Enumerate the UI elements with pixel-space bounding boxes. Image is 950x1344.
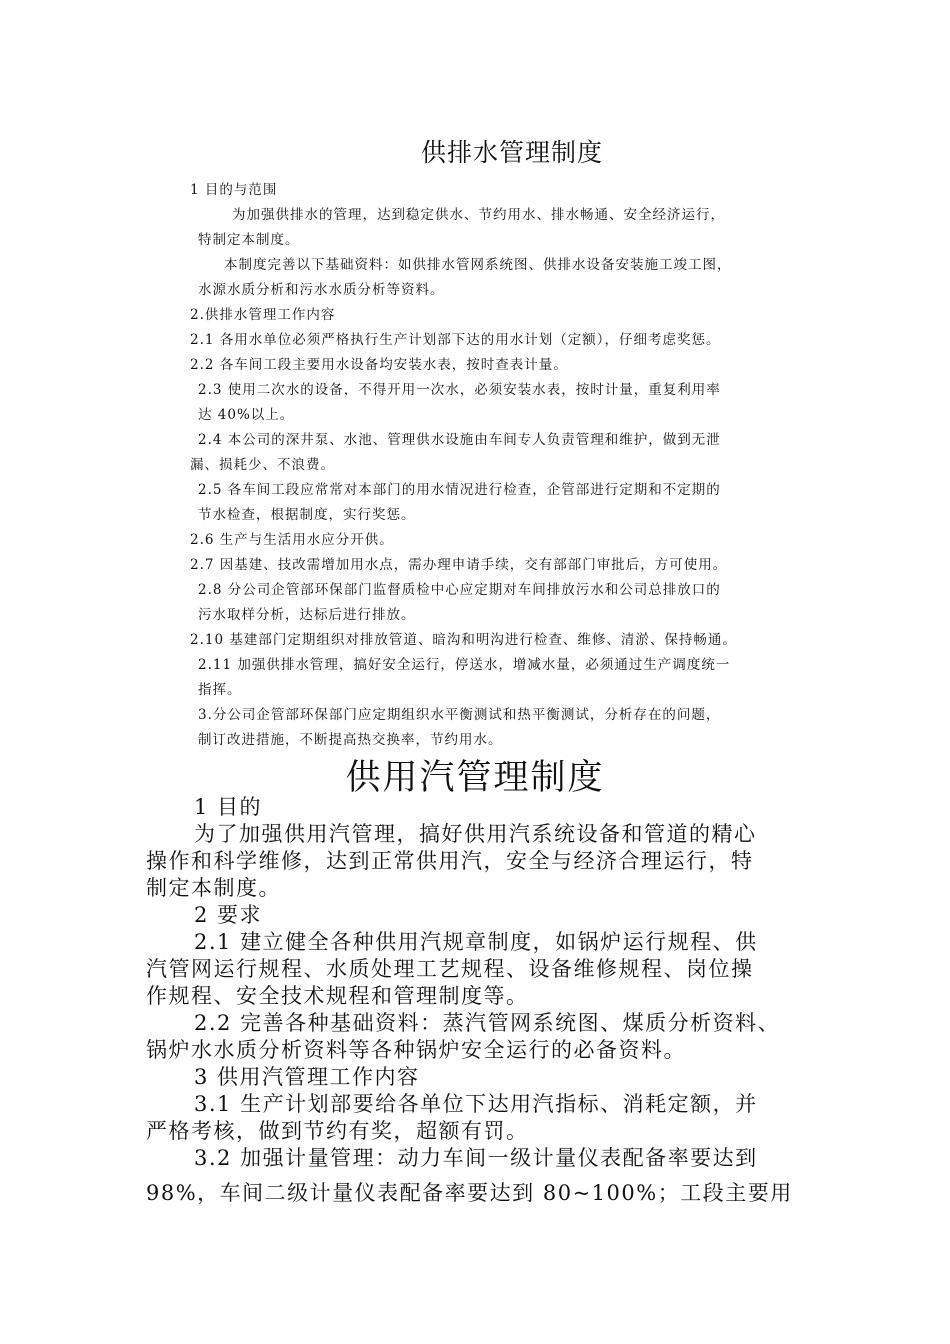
s1-line: 2.3 使用二次水的设备，不得开用一次水，必须安装水表，按时计量，重复利用率: [198, 382, 721, 398]
s1-line: 2.11 加强供排水管理，搞好安全运行，停送水，增减水量，必须通过生产调度统一: [198, 657, 731, 673]
s1-line: 本制度完善以下基础资料：如供排水管网系统图、供排水设备安装施工竣工图，: [224, 257, 732, 273]
s1-line: 污水取样分析，达标后进行排放。: [198, 607, 416, 623]
s2-line: 制定本制度。: [146, 876, 281, 900]
s2-line: 3 供用汽管理工作内容: [194, 1065, 420, 1089]
s1-line: 2.7 因基建、技改需增加用水点，需办理申请手续，交有部部门审批后，方可使用。: [190, 557, 728, 573]
s1-line: 2.2 各车间工段主要用水设备均安装水表，按时查表计量。: [190, 357, 568, 373]
s1-line: 2.供排水管理工作内容: [190, 307, 336, 323]
s1-line: 漏、损耗少、不浪费。: [190, 457, 335, 473]
section1-title: 供排水管理制度: [420, 138, 603, 167]
s2-line: 锅炉水水质分析资料等各种锅炉安全运行的必备资料。: [146, 1038, 686, 1062]
s1-line: 制订改进措施，不断提高热交换率，节约用水。: [198, 732, 503, 748]
s1-line: 2.1 各用水单位必须严格执行生产计划部下达的用水计划（定额），仔细考虑奖惩。: [190, 332, 721, 348]
section1-body: [190, 178, 830, 753]
s1-line: 水源水质分析和污水水质分析等资料。: [198, 282, 445, 298]
s2-line: 3.1 生产计划部要给各单位下达用汽指标、消耗定额，并: [194, 1092, 758, 1116]
s1-line: 2.6 生产与生活用水应分开供。: [190, 532, 394, 548]
s1-line: 1 目的与范围: [190, 182, 278, 198]
s1-line: 2.4 本公司的深井泵、水池、管理供水设施由车间专人负责管理和维护，做到无泄: [198, 432, 721, 448]
s2-line: 作规程、安全技术规程和管理制度等。: [146, 984, 529, 1008]
s1-line: 2.5 各车间工段应常常对本部门的用水情况进行检查，企管部进行定期和不定期的: [198, 482, 721, 498]
section2-title: 供用汽管理制度: [345, 758, 605, 798]
s2-line: 1 目的: [194, 795, 263, 819]
s2-line: 2 要求: [194, 903, 263, 927]
s2-line: 严格考核，做到节约有奖，超额有罚。: [146, 1119, 529, 1143]
s2-line: 3.2 加强计量管理：动力车间一级计量仪表配备率要达到: [194, 1146, 758, 1170]
s2-line: 操作和科学维修，达到正常供用汽，安全与经济合理运行，特: [146, 849, 754, 873]
s1-line: 2.10 基建部门定期组织对排放管道、暗沟和明沟进行检查、维修、清淤、保持畅通。: [190, 632, 737, 648]
s1-line: 达 40%以上。: [198, 407, 295, 423]
s2-line: 为了加强供用汽管理，搞好供用汽系统设备和管道的精心: [194, 822, 757, 846]
s1-line: 为加强供排水的管理，达到稳定供水、节约用水、排水畅通、安全经济运行，: [232, 207, 725, 223]
s2-line: 汽管网运行规程、水质处理工艺规程、设备维修规程、岗位操: [146, 957, 754, 981]
s1-line: 节水检查，根据制度，实行奖惩。: [198, 507, 416, 523]
s2-line: 2.2 完善各种基础资料：蒸汽管网系统图、煤质分析资料、: [194, 1011, 781, 1035]
s1-line: 2.8 分公司企管部环保部门监督质检中心应定期对车间排放污水和公司总排放口的: [198, 582, 721, 598]
s1-line: 指挥。: [198, 682, 242, 698]
s1-line: 特制定本制度。: [198, 232, 300, 248]
section2-body: [146, 794, 826, 1207]
s1-line: 3.分公司企管部环保部门应定期组织水平衡测试和热平衡测试，分析存在的问题，: [198, 707, 721, 723]
s2-line: 2.1 建立健全各种供用汽规章制度，如锅炉运行规程、供: [194, 930, 758, 954]
s2-line: 98%，车间二级计量仪表配备率要达到 80~100%；工段主要用: [146, 1181, 793, 1205]
